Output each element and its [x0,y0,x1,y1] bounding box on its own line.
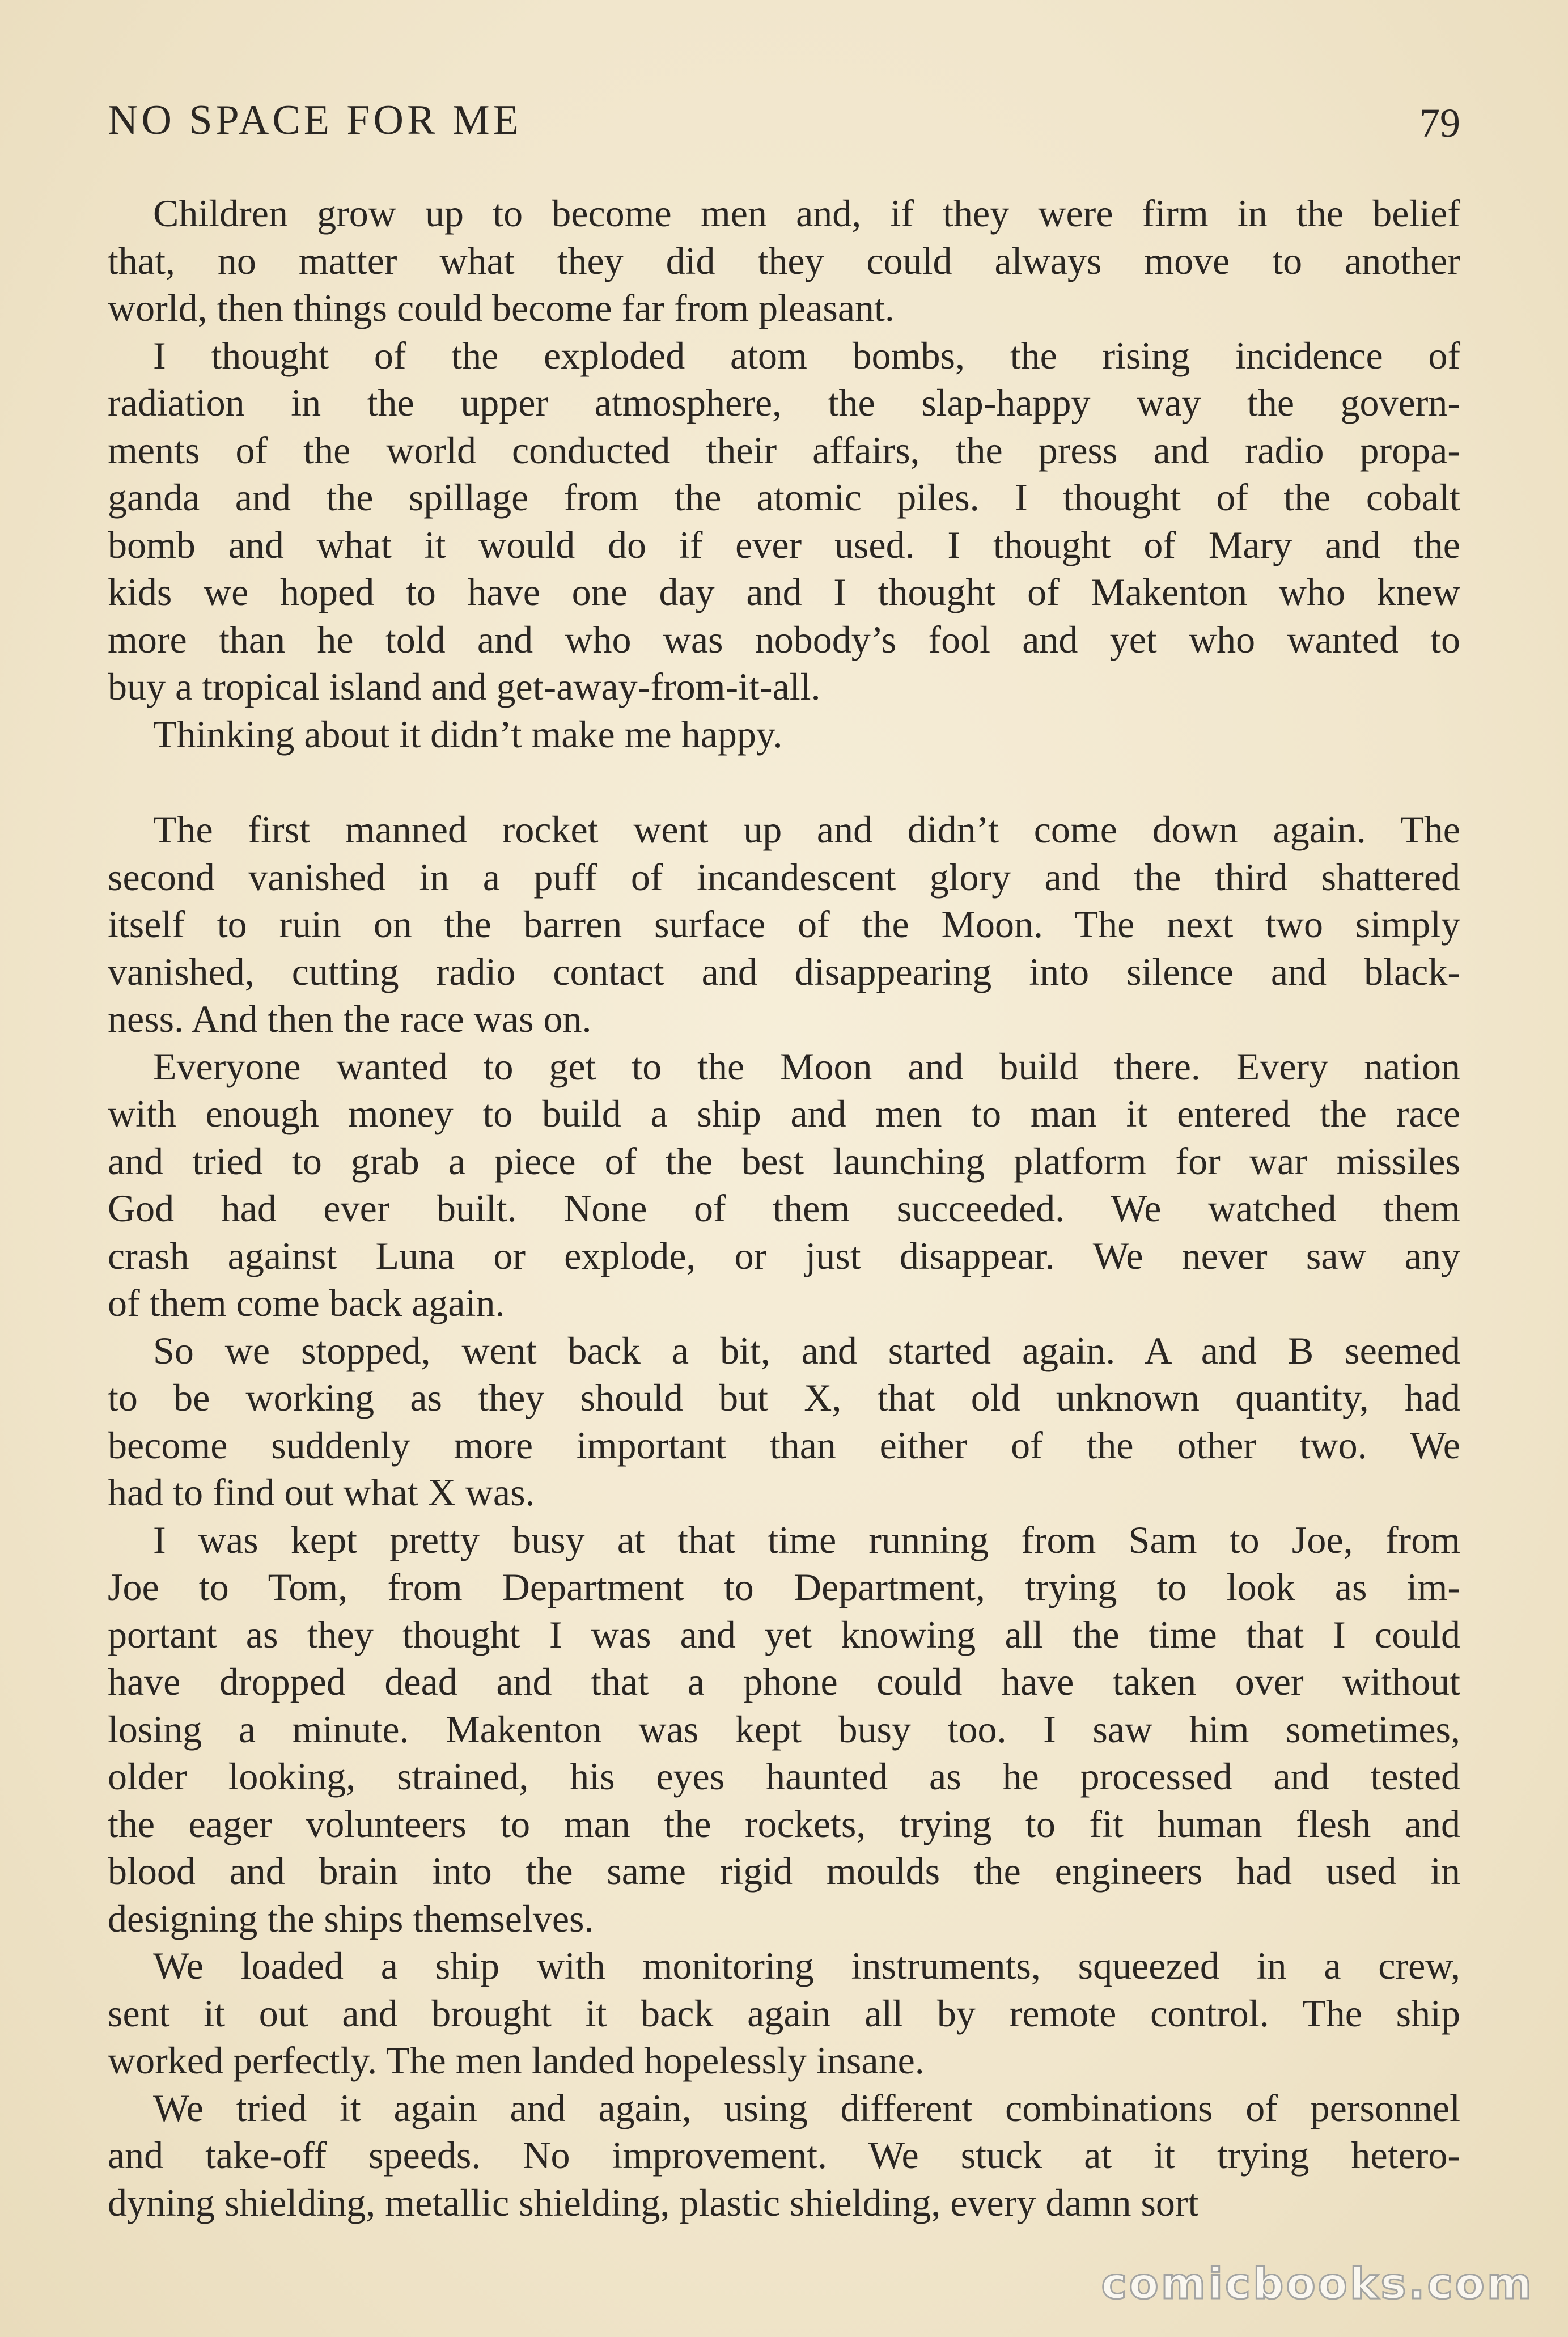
text-line: ness. And then the race was on. [108,997,592,1040]
text-line: portant as they thought I was and yet knowing all the time that I could [108,1612,1460,1656]
text-line: ments of the world conducted their affairs, the press and radio propa- [108,428,1460,472]
text-line: Everyone wanted to get to the Moon and build there. Every nation [153,1044,1460,1088]
text-line: of them come back again. [108,1281,505,1324]
text-line: So we stopped, went back a bit, and started again. A and B seemed [153,1328,1460,1372]
text-line: buy a tropical island and get-away-from-it-all. [108,665,821,708]
text-line: world, then things could become far from pleasant. [108,286,895,329]
paragraph [108,1043,1460,1327]
text-line: blood and brain into the same rigid moulds the engineers had used in [108,1849,1460,1893]
text-line: Thinking about it didn’t make me happy. [153,712,783,756]
text-line: had to find out what X was. [108,1471,535,1514]
text-line: bomb and what it would do if ever used. I thought of Mary and the [108,523,1460,566]
text-line: radiation in the upper atmosphere, the slap-happy way the govern- [108,381,1460,424]
text-line: older looking, strained, his eyes haunted as he processed and tested [108,1755,1460,1798]
text-line: kids we hoped to have one day and I thought of Makenton who knew [108,570,1460,613]
text-line: I thought of the exploded atom bombs, the rising incidence of [153,333,1460,377]
text-line: I was kept pretty busy at that time running from Sam to Joe, from [153,1518,1460,1561]
paragraph [108,2085,1460,2227]
page-header [108,99,1460,162]
paragraph [108,190,1460,332]
text-line: second vanished in a puff of incandescent glory and the third shattered [108,855,1460,899]
text-line: crash against Luna or explode, or just disappear. We never saw any [108,1234,1460,1277]
paragraph [108,1327,1460,1517]
page-number: 79 [1419,100,1460,146]
section-break [108,758,1460,806]
body-text [108,190,1460,2226]
text-line: sent it out and brought it back again all by remote control. The ship [108,1991,1460,2035]
text-line: and tried to grab a piece of the best launching platform for war missiles [108,1139,1460,1183]
text-line: designing the ships themselves. [108,1896,594,1940]
watermark-logo: comicbooks.com [1101,2258,1534,2309]
text-line: God had ever built. None of them succeeded. We watched them [108,1187,1460,1230]
text-line: worked perfectly. The men landed hopelessly insane. [108,2039,925,2082]
text-line: losing a minute. Makenton was kept busy too. I saw him sometimes, [108,1707,1460,1751]
text-line: The first manned rocket went up and didn’t come down again. The [153,808,1460,851]
text-line: more than he told and who was nobody’s fool and yet who wanted to [108,617,1460,661]
text-line: with enough money to build a ship and men to man it entered the race [108,1092,1460,1135]
running-title: NO SPACE FOR ME [108,97,522,143]
text-line: and take-off speeds. No improvement. We stuck at it trying hetero- [108,2133,1460,2177]
text-line: that, no matter what they did they could always move to another [108,239,1460,282]
text-line: itself to ruin on the barren surface of the Moon. The next two simply [108,903,1460,946]
text-line: to be working as they should but X, that old unknown quantity, had [108,1376,1460,1419]
text-line: We tried it again and again, using different combinations of personnel [153,2086,1460,2129]
text-line: We loaded a ship with monitoring instruments, squeezed in a crew, [153,1944,1460,1987]
text-line: ganda and the spillage from the atomic piles. I thought of the cobalt [108,476,1460,519]
paragraph [108,1942,1460,2085]
text-line: dyning shielding, metallic shielding, plastic shielding, every damn sort [108,2181,1199,2224]
text-line: Joe to Tom, from Department to Department, trying to look as im- [108,1565,1460,1608]
text-line: Children grow up to become men and, if they were firm in the belief [153,192,1460,235]
paragraph [108,1517,1460,1943]
text-line: become suddenly more important than either of the other two. We [108,1423,1460,1467]
text-line: have dropped dead and that a phone could have taken over without [108,1660,1460,1703]
paragraph [108,711,1460,759]
paragraph [108,332,1460,711]
text-line: the eager volunteers to man the rockets, trying to fit human flesh and [108,1802,1460,1845]
text-line: vanished, cutting radio contact and disappearing into silence and black- [108,950,1460,993]
paragraph [108,806,1460,1043]
